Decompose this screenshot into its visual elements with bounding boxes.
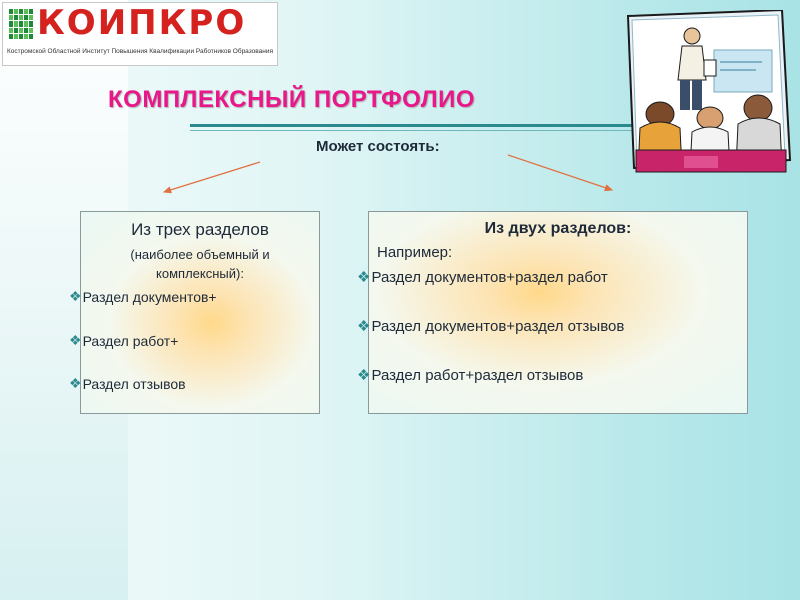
diamond-bullet-icon: ❖ (69, 332, 82, 348)
two-sections-heading: Из двух разделов: (484, 220, 632, 237)
arrow-left-icon (164, 162, 260, 192)
list-item: ❖ Раздел документов+раздел работ (357, 268, 608, 286)
logo-subtitle: Костромской Областной Институт Повышения Квалификации Работников Образования (7, 48, 273, 55)
list-item: ❖ Раздел работ+раздел отзывов (357, 366, 584, 384)
classroom-lecture-illustration (622, 10, 798, 180)
example-label: Например: (377, 244, 453, 261)
diamond-bullet-icon: ❖ (357, 367, 371, 384)
three-sections-note (81, 245, 319, 283)
three-sections-note-line2: комплексный): (156, 266, 244, 281)
arrow-right-icon (508, 155, 612, 190)
list-item: ❖ Раздел отзывов (69, 375, 186, 392)
list-item: ❖ Раздел документов+ (69, 288, 217, 305)
two-sections-box (357, 211, 748, 414)
page-title: КОМПЛЕКСНЫЙ ПОРТФОЛИО (108, 86, 475, 113)
diamond-bullet-icon: ❖ (69, 288, 82, 304)
three-sections-heading: Из трех разделов (131, 220, 269, 239)
subtitle: Может состоять: (316, 138, 440, 155)
list-item: ❖ Раздел документов+раздел отзывов (357, 317, 625, 335)
three-sections-box (69, 211, 320, 414)
list-item: ❖ Раздел работ+ (69, 332, 179, 349)
diamond-bullet-icon: ❖ (357, 318, 371, 335)
logo-name: КОИПКРО (37, 3, 247, 43)
diamond-bullet-icon: ❖ (69, 375, 82, 391)
three-sections-note-line1: (наиболее объемный и (130, 247, 270, 262)
diamond-bullet-icon: ❖ (357, 269, 371, 286)
